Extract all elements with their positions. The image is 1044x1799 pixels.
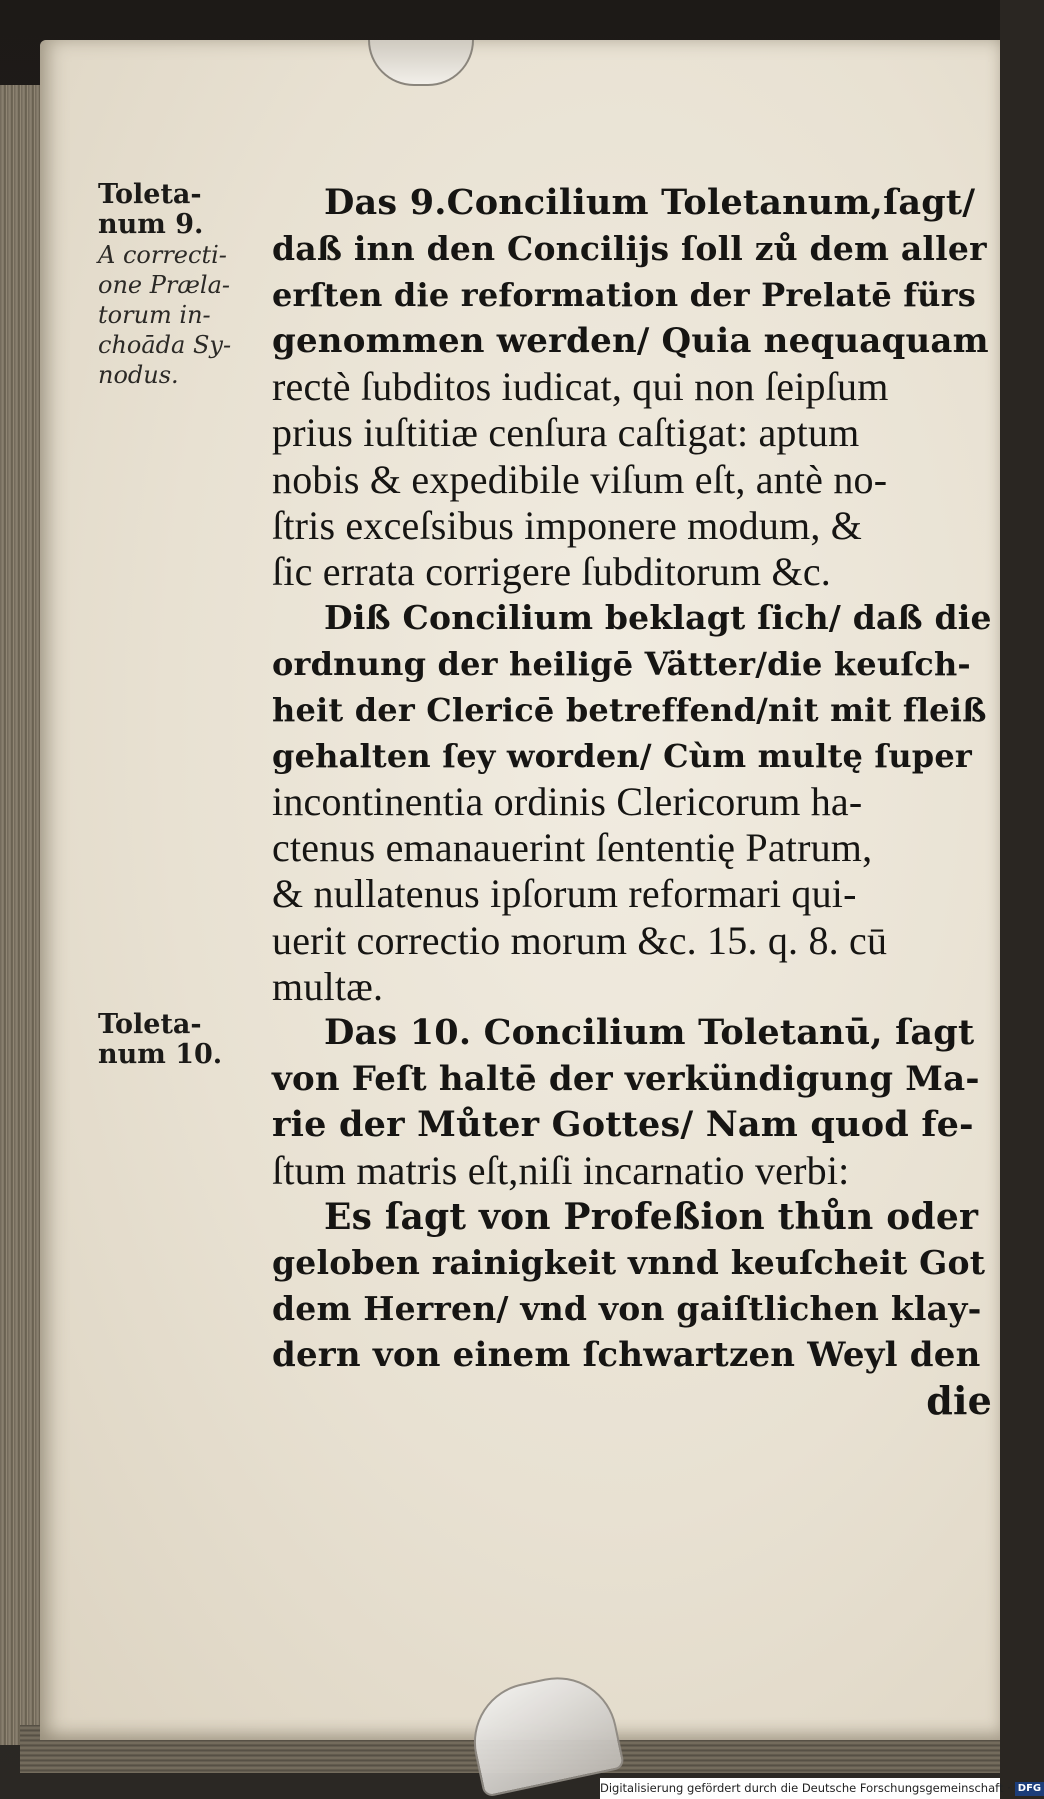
margin-note-line: Toleta-	[98, 179, 202, 210]
margin-note-line: num 9.	[98, 209, 204, 240]
text-line: prius iuſtitiæ cenſura caſtigat: aptum	[272, 410, 860, 456]
margin-note-line: one Præla-	[98, 271, 231, 299]
text-line: uerit correctio morum &c. 15. q. 8. cū	[272, 917, 888, 963]
text-line: dem Herren/ vnd von gaiſtlichen klay-	[272, 1289, 982, 1329]
text-line: die	[926, 1378, 992, 1424]
body-text	[272, 180, 992, 1425]
text-line: Es ſagt von Profeßion thůn oder	[324, 1196, 979, 1239]
text-line: Das 9.Concilium Toletanum,ſagt/	[324, 182, 976, 223]
text-line: gehalten ſey worden/ Cùm multę ſuper	[272, 737, 972, 776]
text-line: ſtris exceſsibus imponere modum, &	[272, 502, 863, 548]
text-line: Das 10. Concilium Toletanū, ſagt	[324, 1011, 975, 1053]
text-line: dern von einem ſchwartzen Weyl den	[272, 1335, 981, 1376]
text-line: daß inn den Concilijs ſoll zů dem aller	[272, 229, 987, 269]
text-line: genommen werden/ Quia nequaquam	[272, 321, 989, 362]
text-line: Diß Concilium beklagt ſich/ daß die	[324, 597, 992, 637]
text-line: heit der Clericē betreffend/nit mit fleiß	[272, 691, 987, 730]
text-line: nobis & expedibile viſum eſt, antè no-	[272, 456, 888, 502]
text-line: ordnung der heiligē Vätter/die keuſch-	[272, 644, 971, 683]
margin-note-line: nodus.	[98, 361, 179, 389]
margin-note-line: num 10.	[98, 1039, 223, 1070]
margin-note-line: choāda Sy-	[98, 331, 232, 359]
credit-text: Digitalisierung gefördert durch die Deutsche Forschungsgemeinschaft ·	[600, 1781, 1011, 1795]
text-line: ſtum matris eſt,niſi incarnatio verbi:	[272, 1147, 850, 1193]
dfg-logo: DFG	[1015, 1782, 1044, 1796]
text-line: multæ.	[272, 963, 384, 1009]
text-line: rectè ſubditos iudicat, qui non ſeipſum	[272, 364, 889, 410]
text-line: incontinentia ordinis Clericorum ha-	[272, 779, 863, 825]
margin-note-line: A correcti-	[98, 241, 227, 269]
digitization-credit	[600, 1778, 1042, 1799]
text-line: erſten die reformation der Prelatē fürs	[272, 276, 976, 315]
text-line: rie der Můter Gottes/ Nam quod fe-	[272, 1103, 974, 1145]
text-line: ctenus emanauerint ſententię Patrum,	[272, 825, 873, 871]
text-line: & nullatenus ipſorum reformari qui-	[272, 871, 857, 917]
text-line: geloben rainigkeit vnnd keuſcheit Got	[272, 1243, 986, 1283]
margin-note-line: torum in-	[98, 301, 211, 329]
margin-notes-toletanum-9	[98, 180, 268, 390]
text-line: von Feſt haltē der verkündigung Ma-	[272, 1058, 980, 1099]
text-line: ſic errata corrigere ſubditorum &c.	[272, 548, 831, 594]
margin-notes-toletanum-10	[98, 1010, 268, 1070]
margin-note-line: Toleta-	[98, 1009, 202, 1040]
